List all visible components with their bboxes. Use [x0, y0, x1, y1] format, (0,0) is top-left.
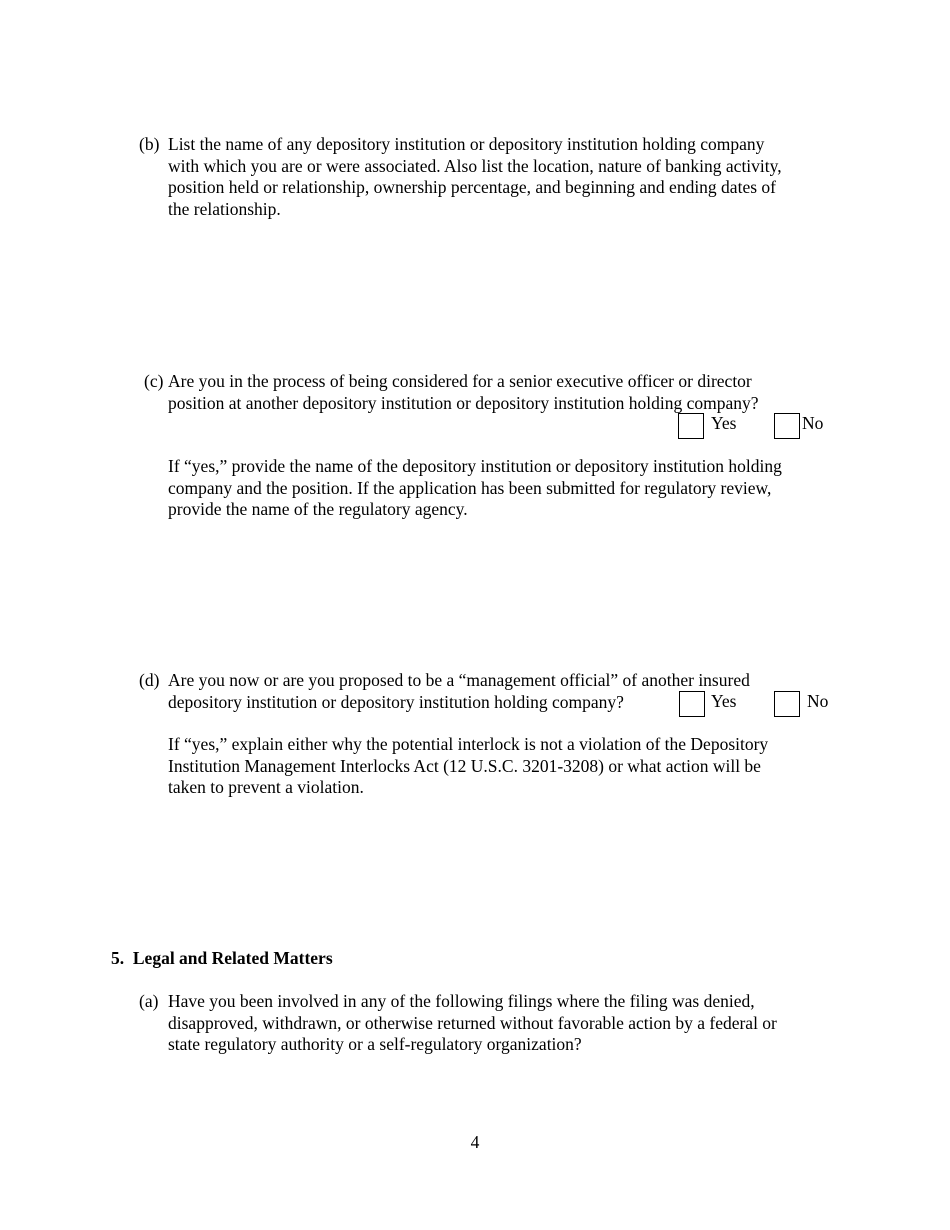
- section-heading: [111, 948, 333, 970]
- item-5a-label: (a): [139, 991, 159, 1011]
- item-c-followup: [168, 456, 848, 521]
- item-d-line: Are you now or are you proposed to be a “management official” of another insured: [168, 670, 750, 690]
- item-b-line: List the name of any depository institution or depository institution holding company: [168, 134, 765, 154]
- item-5a-line: state regulatory authority or a self-regulatory organization?: [168, 1034, 582, 1054]
- item-d-no-checkbox[interactable]: [774, 691, 800, 717]
- item-b-question: [168, 134, 848, 220]
- item-c-followup-line: company and the position. If the application has been submitted for regulatory review,: [168, 477, 772, 498]
- section-title: Legal and Related Matters: [132, 948, 333, 968]
- item-c-line: position at another depository institution or depository institution holding company?: [168, 392, 759, 413]
- item-d-followup-line: Institution Management Interlocks Act (12 U.S.C. 3201-3208) or what action will be: [168, 755, 761, 776]
- item-c-question: [168, 371, 848, 414]
- item-b-label: (b): [139, 134, 160, 154]
- item-d-yes-checkbox[interactable]: [679, 691, 705, 717]
- page-number: 4: [470, 1132, 480, 1152]
- section-number: 5.: [111, 948, 125, 968]
- item-d-followup-line: If “yes,” explain either why the potential interlock is not a violation of the Depository: [168, 734, 769, 754]
- item-5a-question: [168, 991, 848, 1056]
- item-c-no-checkbox[interactable]: [774, 413, 800, 439]
- item-b-line: with which you are or were associated. Also list the location, nature of banking activity,: [168, 155, 782, 176]
- item-c-label: (c): [144, 371, 164, 391]
- item-c-yes-label: Yes: [711, 413, 737, 433]
- item-c-line: Are you in the process of being considered for a senior executive officer or director: [168, 371, 752, 391]
- item-b-line: the relationship.: [168, 198, 281, 219]
- item-c-yes-checkbox[interactable]: [678, 413, 704, 439]
- item-d-followup-line: taken to prevent a violation.: [168, 777, 364, 797]
- item-c-followup-line: provide the name of the regulatory agency.: [168, 499, 468, 519]
- item-b-line: position held or relationship, ownership percentage, and beginning and ending dates of: [168, 177, 776, 197]
- item-d-line: depository institution or depository institution holding company?: [168, 691, 624, 712]
- item-d-label: (d): [139, 670, 160, 690]
- item-c-no-label: No: [802, 413, 824, 433]
- item-d-yes-label: Yes: [711, 691, 737, 711]
- item-c-followup-line: If “yes,” provide the name of the depository institution or depository institution holding: [168, 456, 782, 476]
- item-5a-line: Have you been involved in any of the following filings where the filing was denied,: [168, 991, 755, 1011]
- item-5a-line: disapproved, withdrawn, or otherwise returned without favorable action by a federal or: [168, 1012, 777, 1033]
- item-d-followup: [168, 734, 848, 799]
- item-d-question: [168, 670, 848, 713]
- item-d-no-label: No: [807, 691, 829, 711]
